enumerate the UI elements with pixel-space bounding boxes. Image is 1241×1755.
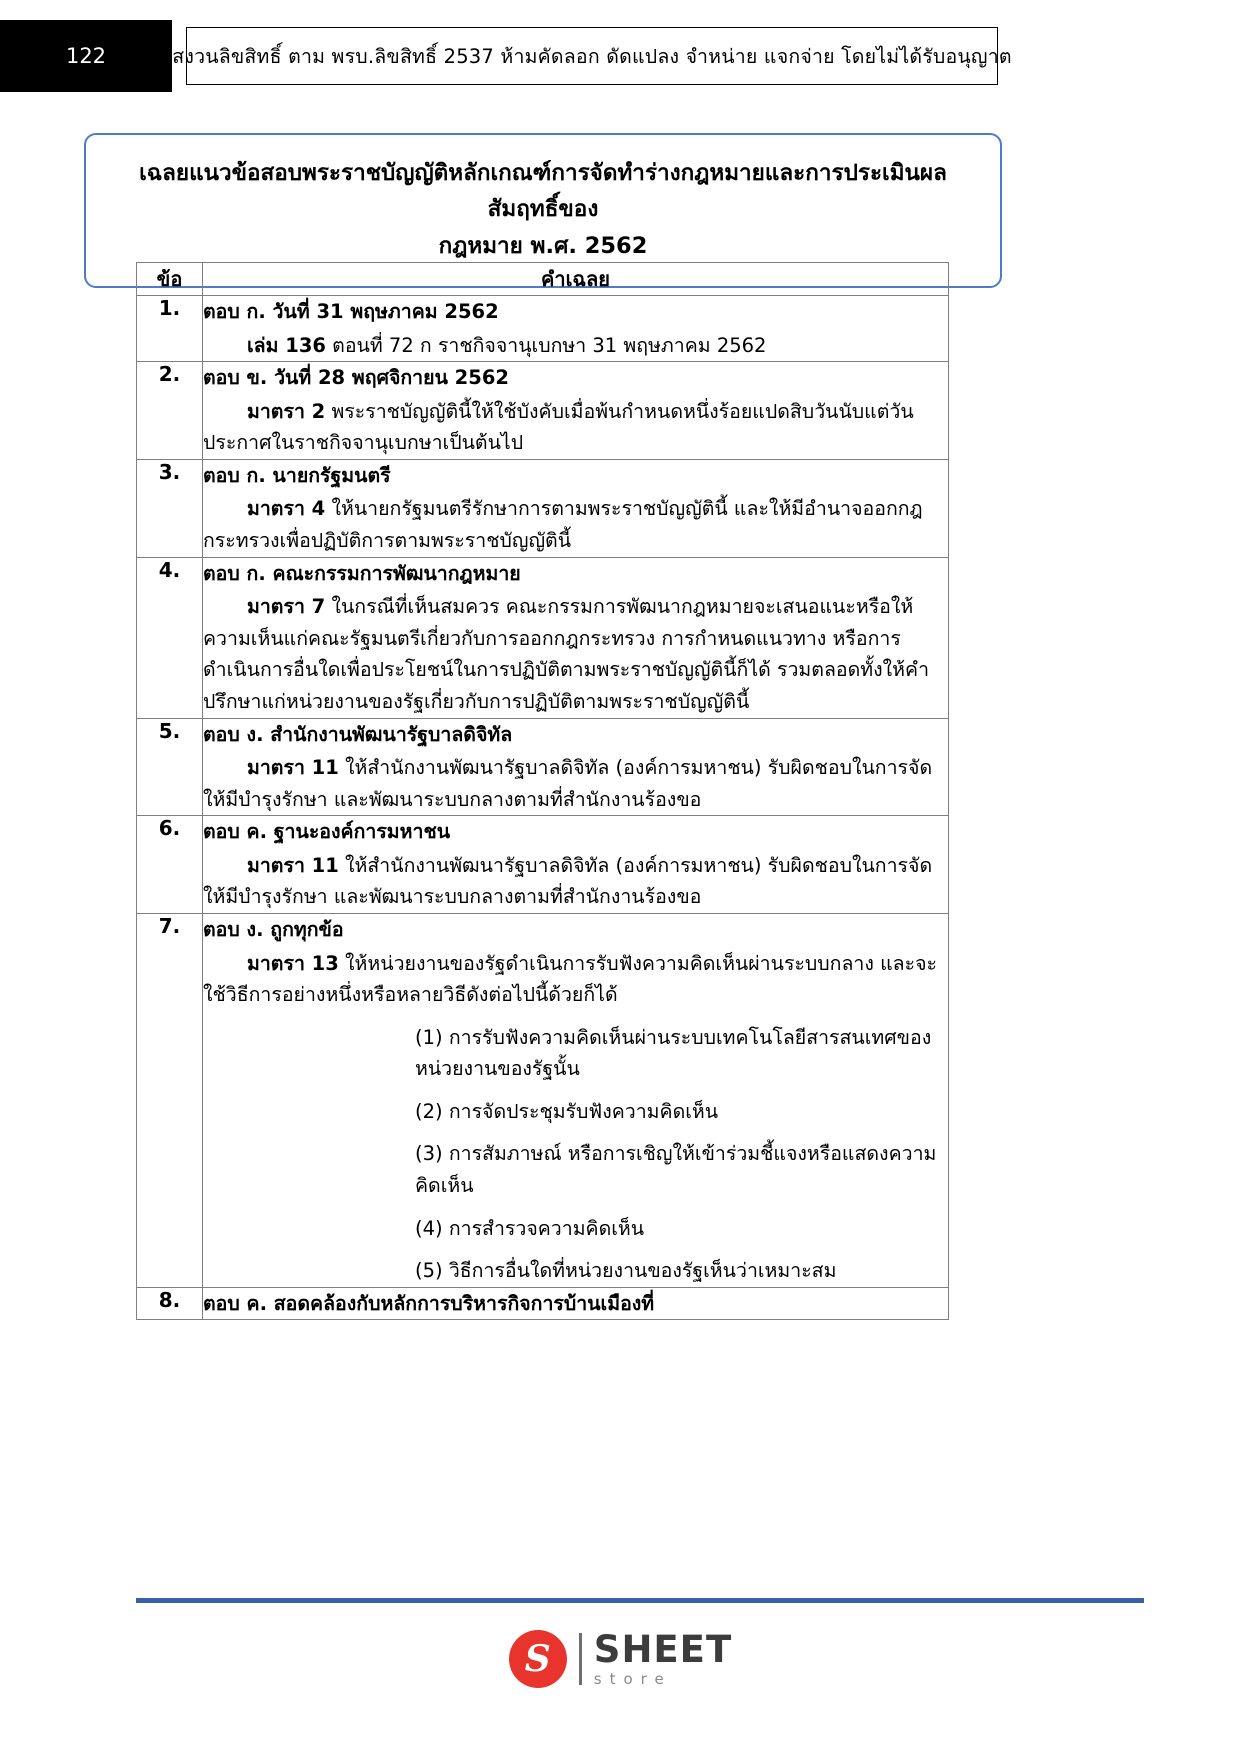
row-number: 5.: [137, 718, 203, 816]
answer-body: ให้นายกรัฐมนตรีรักษาการตามพระราชบัญญัตินี้ และให้มีอำนาจออกกฎกระทรวงเพื่อปฏิบัติการตามพระราชบัญญัตินี้: [203, 497, 923, 553]
answer-lead: มาตรา 11: [247, 756, 339, 780]
answer-lead: เล่ม 136: [247, 333, 326, 357]
answer-paragraph: [203, 330, 948, 362]
answer-heading: ตอบ ข. วันที่ 28 พฤศจิกายน 2562: [203, 366, 509, 390]
table-row: [137, 913, 949, 1287]
row-number: 4.: [137, 557, 203, 718]
row-number: 3.: [137, 459, 203, 557]
answer-body: ให้หน่วยงานของรัฐดำเนินการรับฟังความคิดเห็นผ่านระบบกลาง และจะใช้วิธีการอย่างหนึ่งหรือหลายวิธีดังต่อไปนี้ด้วยก็ได้: [203, 951, 937, 1007]
table-row: [137, 296, 949, 362]
answer-body: ในกรณีที่เห็นสมควร คณะกรรมการพัฒนากฎหมายจะเสนอแนะหรือให้ความเห็นแก่คณะรัฐมนตรีเกี่ยวกับการออกกฎกระทรวง การกำหนดแนวทาง หรือการดำเนินการอื่นใดเพื่อประโยชน์ในการปฏิบัติตามพระราชบัญญัตินี้ก็ได้ รวมตลอดทั้งให้คำปรึกษาแก่หน่วยงานของรัฐเกี่ยวกับการปฏิบัติตามพระราชบัญญัตินี้: [203, 595, 930, 713]
answers-table: [136, 262, 949, 1320]
row-number: 2.: [137, 362, 203, 460]
row-number: 1.: [137, 296, 203, 362]
answer-heading: ตอบ ก. วันที่ 31 พฤษภาคม 2562: [203, 300, 499, 323]
table-header-row: [137, 263, 949, 296]
table-row: [137, 816, 949, 914]
answer-lead: มาตรา 4: [247, 497, 326, 521]
answer-lead: มาตรา 7: [247, 595, 326, 619]
page-title-line-2: กฎหมาย พ.ศ. 2562: [438, 232, 648, 259]
row-answer: [203, 459, 949, 557]
answer-sub-item: (4) การสำรวจความคิดเห็น: [415, 1216, 645, 1240]
answer-heading: ตอบ ง. ถูกทุกข้อ: [203, 917, 344, 941]
table-row: [137, 362, 949, 460]
logo-subtitle: store: [593, 1670, 672, 1688]
table-row: [137, 459, 949, 557]
answer-paragraph: [203, 396, 948, 459]
answer-paragraph: [203, 752, 948, 815]
table-row: [137, 557, 949, 718]
logo-name: SHEET: [593, 1628, 733, 1671]
row-answer: [203, 296, 949, 362]
answer-sub-item: (2) การจัดประชุมรับฟังความคิดเห็น: [415, 1099, 719, 1123]
answer-lead: มาตรา 11: [247, 853, 339, 877]
copyright-banner: [172, 27, 1012, 85]
answer-lead: มาตรา 13: [247, 951, 339, 975]
footer-divider: [136, 1598, 1144, 1603]
logo-wordmark: [593, 1628, 733, 1688]
column-header-answer: คำเฉลย: [203, 263, 949, 296]
copyright-text: สงวนลิขสิทธิ์ ตาม พรบ.ลิขสิทธิ์ 2537 ห้ามคัดลอก ดัดแปลง จำหน่าย แจกจ่าย โดยไม่ได้รับอนุญาต: [172, 44, 1012, 68]
answer-body: ให้สำนักงานพัฒนารัฐบาลดิจิทัล (องค์การมหาชน) รับผิดชอบในการจัดให้มีบำรุงรักษา และพัฒนาระบบกลางตามที่สำนักงานร้องขอ: [203, 853, 933, 909]
answer-body: ให้สำนักงานพัฒนารัฐบาลดิจิทัล (องค์การมหาชน) รับผิดชอบในการจัดให้มีบำรุงรักษา และพัฒนาระบบกลางตามที่สำนักงานร้องขอ: [203, 756, 933, 811]
footer-logo: [0, 1630, 1241, 1688]
answer-lead: มาตรา 2: [247, 399, 326, 423]
answer-heading: ตอบ ก. นายกรัฐมนตรี: [203, 463, 391, 487]
answer-paragraph: [203, 948, 948, 1011]
answer-sub-item: (1) การรับฟังความคิดเห็นผ่านระบบเทคโนโลยีสารสนเทศของหน่วยงานของรัฐนั้น: [415, 1025, 932, 1081]
row-number: 6.: [137, 816, 203, 914]
row-number: 7.: [137, 913, 203, 1287]
table-row: [137, 718, 949, 816]
page-header: [0, 0, 1241, 95]
answer-paragraph: [203, 591, 948, 717]
answer-sub-item: (5) วิธีการอื่นใดที่หน่วยงานของรัฐเห็นว่าเหมาะสม: [415, 1259, 837, 1283]
answer-sub-item: (3) การสัมภาษณ์ หรือการเชิญให้เข้าร่วมชี้แจงหรือแสดงความคิดเห็น: [415, 1142, 937, 1198]
row-answer: [203, 362, 949, 460]
answer-heading: ตอบ ก. คณะกรรมการพัฒนากฎหมาย: [203, 561, 521, 585]
answer-heading: ตอบ ค. ฐานะองค์การมหาชน: [203, 820, 451, 844]
page-number: 122: [0, 20, 172, 92]
row-answer: [203, 913, 949, 1287]
answer-heading: ตอบ ง. สำนักงานพัฒนารัฐบาลดิจิทัล: [203, 722, 513, 746]
column-header-no: ข้อ: [137, 263, 203, 296]
answer-body: ตอนที่ 72 ก ราชกิจจานุเบกษา 31 พฤษภาคม 2562: [325, 333, 767, 357]
answer-body: พระราชบัญญัตินี้ให้ใช้บังคับเมื่อพ้นกำหนดหนึ่งร้อยแปดสิบวันนับแต่วันประกาศในราชกิจจานุเบกษาเป็นต้นไป: [203, 399, 914, 455]
logo-divider: [579, 1633, 582, 1685]
table-row: [137, 1287, 949, 1320]
answer-heading: ตอบ ค. สอดคล้องกับหลักการบริหารกิจการบ้านเมืองที่: [203, 1291, 655, 1315]
row-number: 8.: [137, 1287, 203, 1320]
row-answer: [203, 718, 949, 816]
answer-paragraph: [203, 493, 948, 556]
row-answer: [203, 557, 949, 718]
sheet-store-logo-icon: S: [509, 1630, 567, 1688]
row-answer: [203, 1287, 949, 1320]
answer-paragraph: [203, 850, 948, 913]
row-answer: [203, 816, 949, 914]
page-title-line-1: เฉลยแนวข้อสอบพระราชบัญญัติหลักเกณฑ์การจัดทำร่างกฎหมายและการประเมินผลสัมฤทธิ์ของ: [139, 160, 947, 223]
